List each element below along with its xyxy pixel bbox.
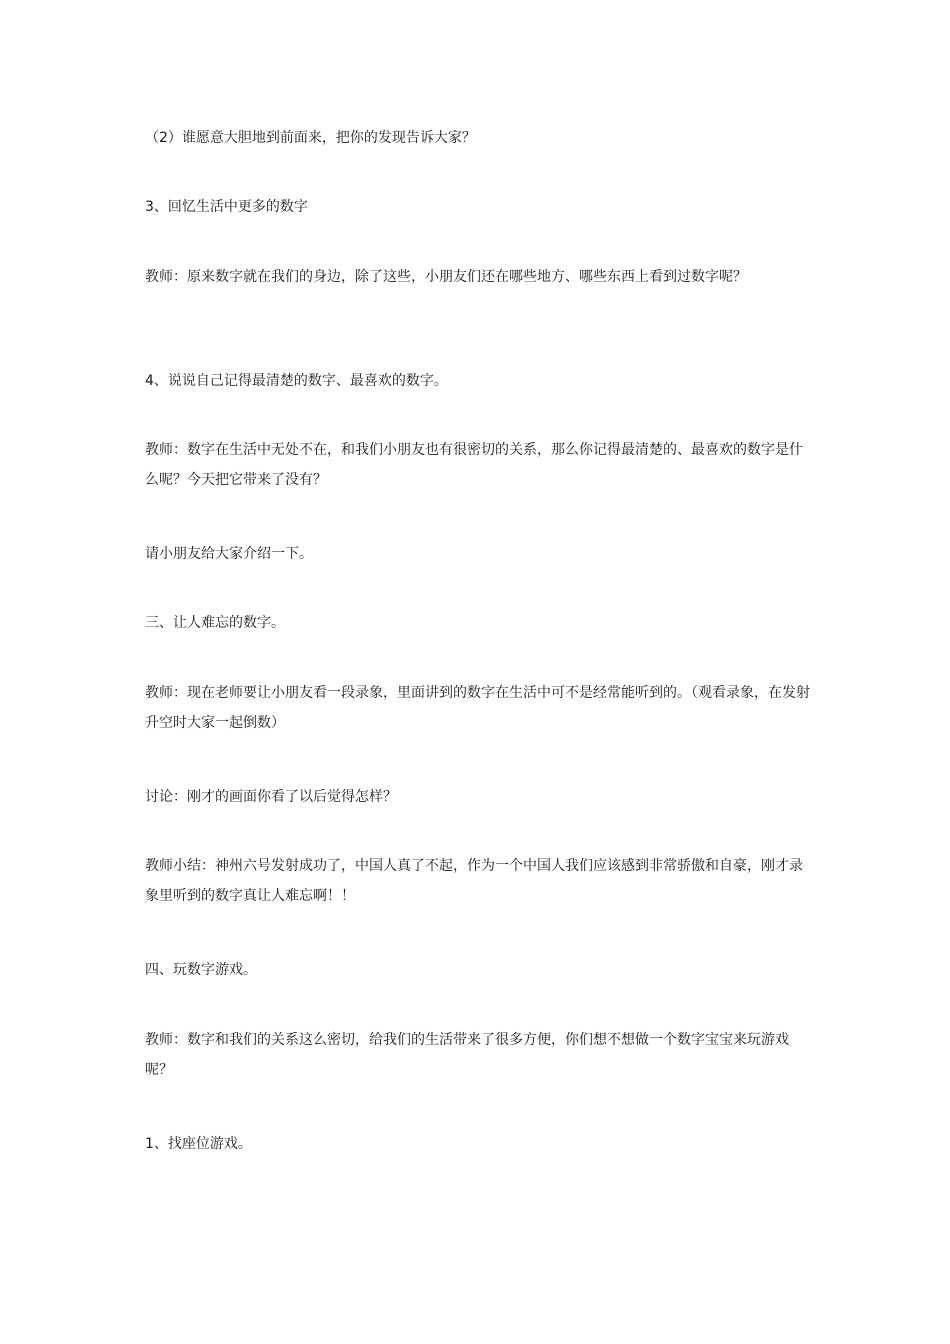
paragraph-teacher-video: 教师：现在老师要让小朋友看一段录象，里面讲到的数字在生活中可不是经常能听到的。（观看录象，在发射升空时大家一起倒数） — [145, 685, 810, 731]
paragraph-share-discovery: （2）谁愿意大胆地到前面来，把你的发现告诉大家？ — [145, 130, 476, 146]
heading-recall-numbers: 3、回忆生活中更多的数字 — [145, 199, 308, 215]
paragraph-teacher-game: 教师：数字和我们的关系这么密切，给我们的生活带来了很多方便，你们想不想做一个数字宝宝来玩游戏呢？ — [145, 1032, 789, 1078]
paragraph-teacher-numbers-around: 教师：原来数字就在我们的身边，除了这些，小朋友们还在哪些地方、哪些东西上看到过数字呢？ — [145, 269, 747, 285]
heading-favorite-numbers: 4、说说自己记得最清楚的数字、最喜欢的数字。 — [145, 373, 448, 389]
paragraph-teacher-favorite-number: 教师：数字在生活中无处不在，和我们小朋友也有很密切的关系，那么你记得最清楚的、最喜欢的数字是什么呢？今天把它带来了没有？ — [145, 442, 803, 488]
paragraph-teacher-summary: 教师小结：神州六号发射成功了，中国人真了不起，作为一个中国人我们应该感到非常骄傲和自豪，刚才录象里听到的数字真让人难忘啊！！ — [145, 858, 803, 904]
heading-section-three: 三、让人难忘的数字。 — [145, 615, 285, 631]
heading-section-four: 四、玩数字游戏。 — [145, 962, 257, 978]
paragraph-introduce: 请小朋友给大家介绍一下。 — [145, 546, 313, 562]
heading-seat-game: 1、找座位游戏。 — [145, 1136, 252, 1152]
paragraph-discussion: 讨论：刚才的画面你看了以后觉得怎样？ — [145, 789, 397, 805]
